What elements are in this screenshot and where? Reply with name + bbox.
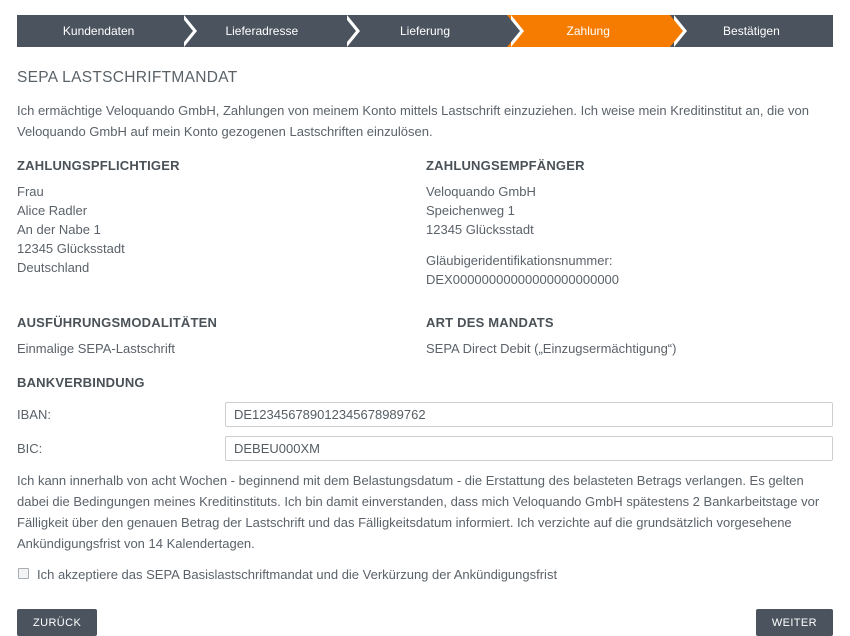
iban-label: IBAN:: [17, 407, 51, 422]
payer-section: [17, 142, 424, 289]
iban-row: [17, 402, 833, 427]
checkout-progress: [17, 15, 833, 47]
creditor-id-block: [426, 251, 833, 289]
next-button[interactable]: WEITER: [756, 609, 833, 636]
bic-label: BIC:: [17, 441, 43, 456]
mandate-type-heading: ART DES MANDATS: [426, 315, 554, 330]
bank-heading: BANKVERBINDUNG: [17, 375, 145, 390]
intro-text: Ich ermächtige Veloquando GmbH, Zahlungen von meinem Konto mittels Lastschrift einzuziehen. Ich weise mein Kreditinstitut an, die von Veloquando GmbH auf mein Konto gezogenen Lastschriften einzulösen.: [17, 103, 809, 139]
main-content: [0, 69, 850, 636]
step-lieferung[interactable]: [343, 15, 506, 47]
mandate-type-section: [426, 289, 833, 358]
step-label: Lieferadresse: [225, 24, 299, 38]
step-kundendaten[interactable]: [17, 15, 180, 47]
payer-heading: ZAHLUNGSPFLICHTIGER: [17, 158, 180, 173]
payer-line: An der Nabe 1: [17, 222, 101, 237]
page-title: SEPA LASTSCHRIFTMANDAT: [17, 69, 238, 86]
accept-label[interactable]: Ich akzeptiere das SEPA Basislastschriftmandat und die Verkürzung der Ankündigungsfrist: [37, 567, 558, 582]
step-bestaetigen[interactable]: [670, 15, 833, 47]
payer-line: 12345 Glücksstadt: [17, 241, 125, 256]
creditor-id-label: Gläubigeridentifikationsnummer:: [426, 253, 613, 268]
step-label: Kundendaten: [62, 24, 135, 38]
button-row: [17, 609, 833, 636]
execution-section: [17, 289, 424, 358]
step-label: Zahlung: [566, 24, 610, 38]
accept-row: [17, 566, 833, 583]
step-zahlung[interactable]: [507, 15, 670, 47]
mandate-details: [17, 289, 833, 358]
bic-input[interactable]: [225, 436, 833, 461]
mandate-type-value: SEPA Direct Debit („Einzugsermächtigung“): [426, 341, 677, 356]
iban-input[interactable]: [225, 402, 833, 427]
payer-line: Deutschland: [17, 260, 90, 275]
payee-line: Veloquando GmbH: [426, 184, 536, 199]
payer-line: Alice Radler: [17, 203, 88, 218]
payer-line: Frau: [17, 184, 44, 199]
accept-checkbox[interactable]: [18, 568, 29, 579]
step-label: Bestätigen: [723, 24, 780, 38]
back-button[interactable]: ZURÜCK: [17, 609, 97, 636]
step-label: Lieferung: [399, 24, 451, 38]
payee-line: Speichenweg 1: [426, 203, 515, 218]
creditor-id-value: DEX00000000000000000000000: [426, 272, 620, 287]
execution-value: Einmalige SEPA-Lastschrift: [17, 341, 175, 356]
bic-row: [17, 436, 833, 461]
payee-line: 12345 Glücksstadt: [426, 222, 534, 237]
payee-section: [426, 142, 833, 289]
step-lieferadresse[interactable]: [180, 15, 343, 47]
mandate-parties: [17, 142, 833, 289]
terms-text: Ich kann innerhalb von acht Wochen - beginnend mit dem Belastungsdatum - die Erstattung des belasteten Betrags verlangen. Es gelten dabei die Bedingungen meines Kreditinstituts. Ich bin damit einverstanden, dass mich Veloquando GmbH spätestens 2 Bankarbeitstage vor Fälligkeit über den genauen Betrag der Lastschrift und das Fälligkeitsdatum informiert. Ich verzichte auf die grundsätzlich vorgesehene Ankündigungsfrist von 14 Kalendertagen.: [17, 473, 820, 551]
bank-section: [17, 375, 833, 461]
payee-heading: ZAHLUNGSEMPFÄNGER: [426, 158, 585, 173]
execution-heading: AUSFÜHRUNGSMODALITÄTEN: [17, 315, 218, 330]
